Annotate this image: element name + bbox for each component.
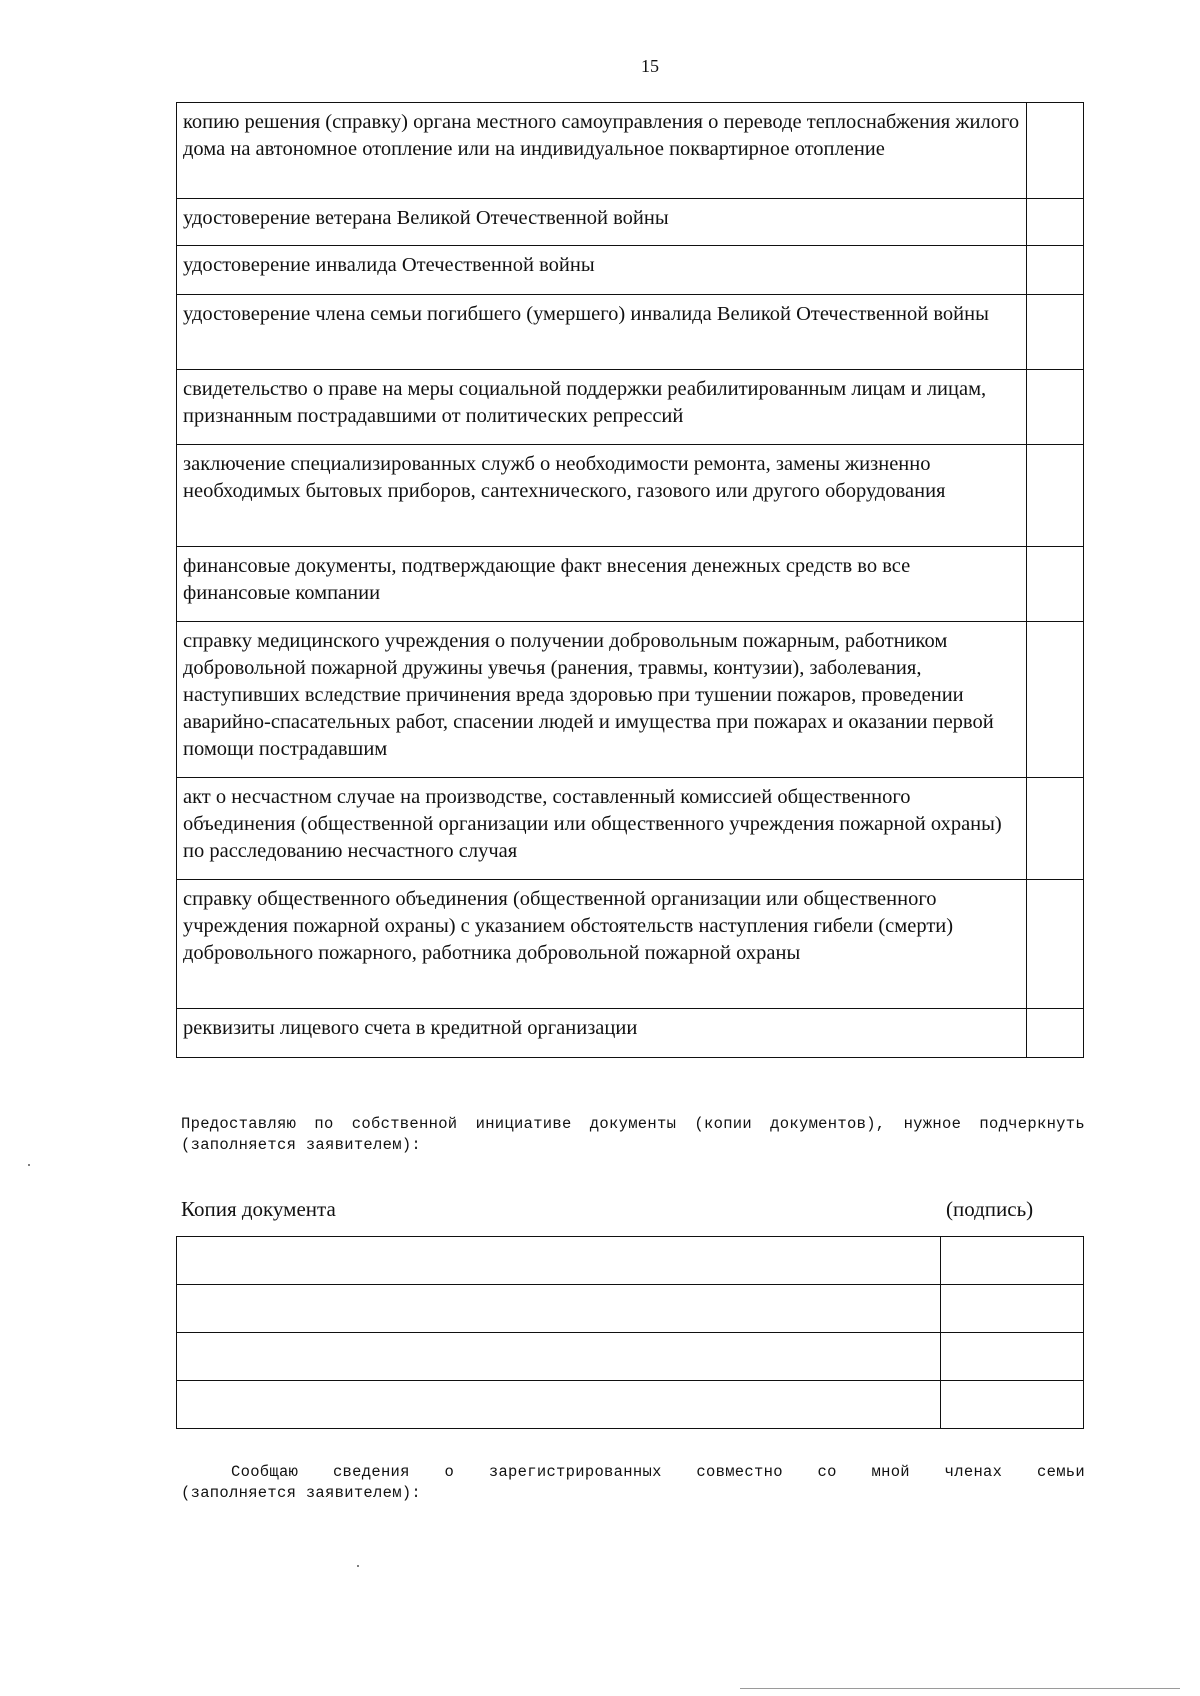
copy-input-cell[interactable] [177, 1285, 941, 1333]
signature-column-header: (подпись) [946, 1197, 1034, 1221]
document-name-cell: свидетельство о праве на меры социальной поддержки реабилитированным лицам и лицам, признанным пострадавшими от политических репрессий [177, 370, 1027, 445]
copy-column-header: Копия документа [181, 1197, 336, 1221]
document-name-cell: справку медицинского учреждения о получении добровольным пожарным, работником добровольной пожарной дружины увечья (ранения, травмы, контузии), заболевания, наступивших вследствие причинения вреда здоровью при тушении пожаров, проведении аварийно-спасательных работ, спасении людей и имущества при пожарах и оказании первой помощи пострадавшим [177, 622, 1027, 778]
checkbox-cell[interactable] [1027, 445, 1084, 547]
scan-edge-line [740, 1688, 1180, 1689]
signature-input-cell[interactable] [941, 1237, 1084, 1285]
table-row [177, 103, 1084, 199]
checkbox-cell[interactable] [1027, 199, 1084, 246]
checkbox-cell[interactable] [1027, 103, 1084, 199]
scan-speck [28, 1164, 30, 1166]
signature-input-cell[interactable] [941, 1333, 1084, 1381]
checkbox-cell[interactable] [1027, 1009, 1084, 1058]
table-row [177, 246, 1084, 295]
document-copies-table [176, 1236, 1084, 1429]
document-name-cell: справку общественного объединения (общественной организации или общественного учреждения пожарной охраны) с указанием обстоятельств наступления гибели (смерти) добровольного пожарного, работника добровольной пожарной охраны [177, 880, 1027, 1009]
copy-input-cell[interactable] [177, 1381, 941, 1429]
signature-input-cell[interactable] [941, 1285, 1084, 1333]
table-row [177, 1237, 1084, 1285]
copy-input-cell[interactable] [177, 1237, 941, 1285]
table-row [177, 199, 1084, 246]
table-row [177, 370, 1084, 445]
copy-input-cell[interactable] [177, 1333, 941, 1381]
family-note-line-1: Сообщаю сведения о зарегистрированных совместно со мной членах семьи [231, 1463, 1085, 1481]
document-name-cell: удостоверение инвалида Отечественной войны [177, 246, 1027, 295]
table-row [177, 445, 1084, 547]
scan-speck [357, 1565, 359, 1567]
checkbox-cell[interactable] [1027, 547, 1084, 622]
signature-input-cell[interactable] [941, 1381, 1084, 1429]
table-row [177, 622, 1084, 778]
documents-table [176, 102, 1084, 1058]
document-name-cell: финансовые документы, подтверждающие факт внесения денежных средств во все финансовые компании [177, 547, 1027, 622]
table-row [177, 295, 1084, 370]
table-row [177, 778, 1084, 880]
table-row [177, 1009, 1084, 1058]
document-name-cell: копию решения (справку) органа местного самоуправления о переводе теплоснабжения жилого дома на автономное отопление или на индивидуальное поквартирное отопление [177, 103, 1027, 199]
family-note-line-2: (заполняется заявителем): [181, 1484, 422, 1502]
checkbox-cell[interactable] [1027, 370, 1084, 445]
document-name-cell: удостоверение члена семьи погибшего (умершего) инвалида Великой Отечественной войны [177, 295, 1027, 370]
checkbox-cell[interactable] [1027, 295, 1084, 370]
document-name-cell: реквизиты лицевого счета в кредитной организации [177, 1009, 1027, 1058]
checkbox-cell[interactable] [1027, 246, 1084, 295]
page-number: 15 [641, 56, 659, 76]
table-row [177, 1333, 1084, 1381]
table-row [177, 1381, 1084, 1429]
checkbox-cell[interactable] [1027, 778, 1084, 880]
document-name-cell: заключение специализированных служб о необходимости ремонта, замены жизненно необходимых бытовых приборов, сантехнического, газового или другого оборудования [177, 445, 1027, 547]
checkbox-cell[interactable] [1027, 880, 1084, 1009]
table-row [177, 880, 1084, 1009]
checkbox-cell[interactable] [1027, 622, 1084, 778]
table-row [177, 1285, 1084, 1333]
initiative-note: Предоставляю по собственной инициативе документы (копии документов), нужное подчеркнуть (заполняется заявителем): [181, 1115, 1085, 1154]
document-name-cell: акт о несчастном случае на производстве, составленный комиссией общественного объединения (общественной организации или общественного учреждения пожарной охраны) по расследованию несчастного случая [177, 778, 1027, 880]
family-members-note [181, 1462, 1085, 1504]
table-row [177, 547, 1084, 622]
document-name-cell: удостоверение ветерана Великой Отечественной войны [177, 199, 1027, 246]
